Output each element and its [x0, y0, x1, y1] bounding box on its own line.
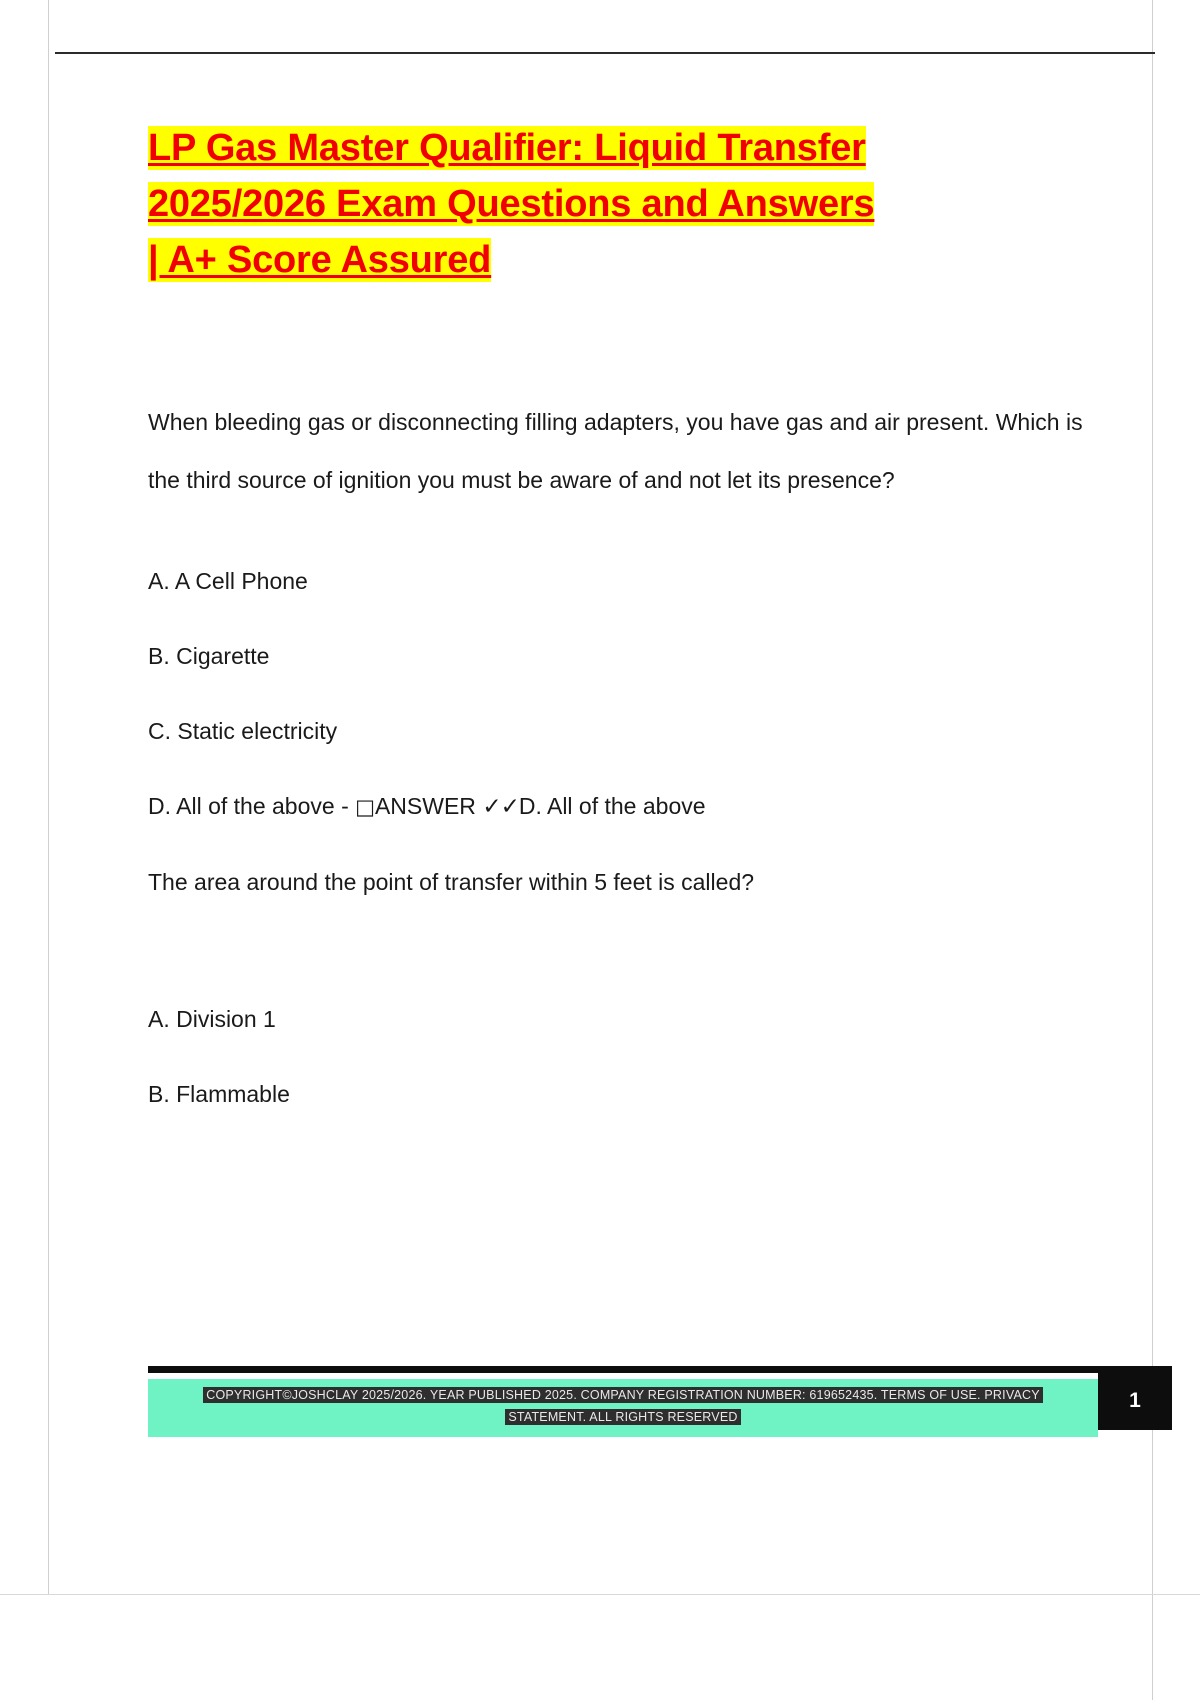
- question-2-spacer: [148, 898, 1108, 1004]
- footer-copyright-line-2: STATEMENT. ALL RIGHTS RESERVED: [505, 1409, 740, 1425]
- title-line-2: 2025/2026 Exam Questions and Answers: [148, 183, 875, 226]
- title-spacer: [148, 289, 1108, 393]
- footer-band: [148, 1379, 1141, 1437]
- answer-value: D. All of the above: [518, 793, 706, 820]
- question-1-choice-c: C. Static electricity: [148, 718, 338, 745]
- question-1-choice-b: B. Cigarette: [148, 643, 270, 670]
- question-1-choice-a: A. A Cell Phone: [148, 567, 308, 594]
- question-2-choice-b: B. Flammable: [148, 1081, 290, 1108]
- title-line-3: | A+ Score Assured: [148, 239, 492, 282]
- header-divider: [55, 52, 1155, 54]
- page-footer: [148, 1366, 1172, 1437]
- footer-divider: [148, 1366, 1172, 1373]
- page-right-rule: [1152, 0, 1153, 1700]
- question-1-prompt: When bleeding gas or disconnecting filling adapters, you have gas and air present. Which is the third source of ignition you must be aware of and not let its presence?: [148, 408, 1083, 494]
- page-number: 1: [1098, 1372, 1172, 1430]
- page-title: [148, 120, 1108, 289]
- question-2-prompt: The area around the point of transfer within 5 feet is called?: [148, 869, 755, 896]
- question-1-choice-d: D. All of the above -: [148, 793, 356, 820]
- title-line-1: LP Gas Master Qualifier: Liquid Transfer: [148, 127, 866, 169]
- page-bottom-divider: [0, 1594, 1200, 1595]
- question-1-answer-line: [148, 791, 1108, 823]
- footer-copyright: [148, 1385, 1098, 1429]
- checkbox-icon: □: [355, 795, 375, 820]
- page-left-rule: [48, 0, 49, 1594]
- document-content: [148, 120, 1108, 1110]
- footer-copyright-line-1: COPYRIGHT©JOSHCLAY 2025/2026. YEAR PUBLISHED 2025. COMPANY REGISTRATION NUMBER: 619652435. TERMS OF USE. PRIVACY: [203, 1387, 1043, 1403]
- answer-label: ANSWER: [374, 793, 483, 820]
- question-1-spacer: [148, 510, 1108, 566]
- check-icon: ✓✓: [482, 794, 519, 821]
- question-2-choice-a: A. Division 1: [148, 1006, 276, 1033]
